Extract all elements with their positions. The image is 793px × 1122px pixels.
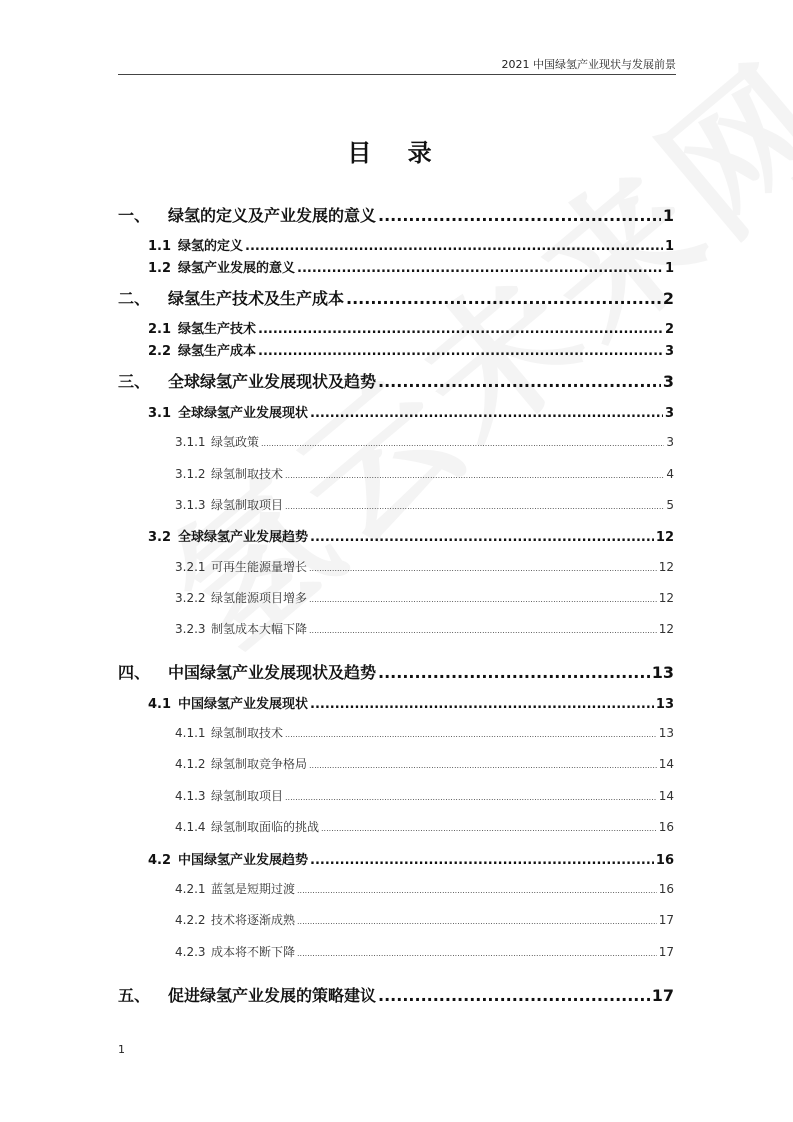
toc-entry-title: 绿氢生产技术及生产成本 — [168, 289, 345, 308]
toc-entry[interactable] — [118, 402, 674, 421]
toc-entry-number: 三、 — [118, 372, 151, 391]
toc-dot-leader — [378, 374, 661, 390]
toc-dot-leader — [378, 665, 650, 681]
toc-entry-title: 绿氢生产成本 — [178, 344, 257, 359]
toc-entry-title: 绿氢生产技术 — [178, 322, 257, 337]
toc-entry-title: 全球绿氢产业发展现状 — [178, 406, 309, 421]
toc-entry[interactable] — [118, 318, 674, 337]
toc-entry-number: 四、 — [118, 663, 151, 682]
toc-entry-number: 4.1.1 — [175, 726, 206, 740]
toc-entry-page: 13 — [655, 697, 674, 712]
toc-entry[interactable] — [118, 526, 674, 545]
toc-dot-leader — [310, 698, 654, 711]
toc-entry[interactable] — [118, 558, 674, 575]
toc-dot-leader — [285, 794, 657, 802]
toc-entry-title: 技术将逐渐成熟 — [211, 913, 296, 927]
toc-entry-page: 13 — [651, 663, 674, 682]
running-header: 2021 中国绿氢产业现状与发展前景 — [118, 56, 676, 75]
toc-entry[interactable] — [118, 257, 674, 276]
toc-dot-leader — [297, 887, 657, 895]
toc-entry-page: 1 — [662, 206, 674, 225]
toc-dot-leader — [321, 825, 657, 833]
toc-entry-page: 16 — [658, 882, 674, 896]
toc-entry-page: 14 — [658, 757, 674, 771]
toc-entry-number: 一、 — [118, 206, 151, 225]
toc-entry-page: 12 — [655, 530, 674, 545]
toc-dot-leader — [245, 240, 663, 253]
toc-entry-page: 1 — [664, 239, 674, 254]
toc-entry-title: 促进绿氢产业发展的策略建议 — [168, 986, 377, 1005]
toc-entry-title: 绿氢制取竞争格局 — [211, 757, 308, 771]
toc-entry-page: 12 — [658, 622, 674, 636]
toc-entry-number: 4.2.2 — [175, 913, 206, 927]
toc-entry[interactable] — [118, 911, 674, 928]
toc-dot-leader — [310, 531, 654, 544]
toc-entry-page: 17 — [651, 986, 674, 1005]
toc-entry[interactable] — [118, 818, 674, 835]
toc-entry[interactable] — [118, 589, 674, 606]
toc-entry-page: 12 — [658, 591, 674, 605]
toc-entry-number: 3.2.1 — [175, 560, 206, 574]
toc-entry-number: 4.2 — [148, 853, 172, 868]
toc-entry-page: 1 — [664, 261, 674, 276]
toc-entry-title: 绿氢能源项目增多 — [211, 591, 308, 605]
toc-entry-number: 3.1.1 — [175, 435, 206, 449]
toc-entry-title: 中国绿氢产业发展现状 — [178, 697, 309, 712]
toc-entry-number: 1.2 — [148, 261, 172, 276]
toc-entry[interactable] — [118, 660, 674, 683]
toc-dot-leader — [297, 950, 657, 958]
toc-entry-title: 全球绿氢产业发展趋势 — [178, 530, 309, 545]
toc-entry[interactable] — [118, 755, 674, 772]
page-number: 1 — [118, 1043, 125, 1056]
toc-entry[interactable] — [118, 235, 674, 254]
toc-entry-title: 绿氢制取项目 — [211, 789, 284, 803]
toc-entry-title: 绿氢的定义及产业发展的意义 — [168, 206, 377, 225]
toc-entry-number: 2.2 — [148, 344, 172, 359]
toc-entry-number: 3.2 — [148, 530, 172, 545]
toc-entry[interactable] — [118, 943, 674, 960]
toc-dot-leader — [258, 323, 663, 336]
toc-entry-page: 5 — [666, 498, 674, 512]
toc-entry[interactable] — [118, 693, 674, 712]
toc-entry-number: 2.1 — [148, 322, 172, 337]
toc-entry-title: 绿氢制取项目 — [211, 498, 284, 512]
toc-dot-leader — [258, 345, 663, 358]
toc-entry-title: 绿氢制取技术 — [211, 467, 284, 481]
toc-dot-leader — [261, 440, 664, 448]
toc-dot-leader — [310, 407, 663, 420]
toc-entry[interactable] — [118, 849, 674, 868]
toc-entry-page: 16 — [655, 853, 674, 868]
toc-entry-title: 全球绿氢产业发展现状及趋势 — [168, 372, 377, 391]
toc-entry-number: 3.1.3 — [175, 498, 206, 512]
toc-dot-leader — [285, 731, 657, 739]
toc-dot-leader — [309, 627, 657, 635]
toc-entry-page: 3 — [666, 435, 674, 449]
toc-dot-leader — [309, 762, 657, 770]
toc-entry[interactable] — [118, 286, 674, 309]
toc-entry-number: 4.1.3 — [175, 789, 206, 803]
toc-entry-page: 17 — [658, 913, 674, 927]
toc-entry-title: 中国绿氢产业发展趋势 — [178, 853, 309, 868]
toc-entry-number: 3.1 — [148, 406, 172, 421]
toc-entry-number: 4.1 — [148, 697, 172, 712]
toc-entry[interactable] — [118, 340, 674, 359]
toc-dot-leader — [309, 565, 657, 573]
toc-entry[interactable] — [118, 983, 674, 1006]
toc-entry-page: 14 — [658, 789, 674, 803]
toc-entry[interactable] — [118, 787, 674, 804]
toc-entry-title: 成本将不断下降 — [211, 945, 296, 959]
toc-dot-leader — [297, 262, 663, 275]
toc-entry-page: 2 — [662, 289, 674, 308]
toc-entry-number: 3.1.2 — [175, 467, 206, 481]
toc-entry-title: 绿氢的定义 — [178, 239, 244, 254]
toc-entry-title: 蓝氢是短期过渡 — [211, 882, 296, 896]
toc-entry-number: 4.1.4 — [175, 820, 206, 834]
toc-entry-page: 2 — [664, 322, 674, 337]
toc-entry[interactable] — [118, 369, 674, 392]
toc-entry-number: 1.1 — [148, 239, 172, 254]
toc-entry-title: 绿氢制取面临的挑战 — [211, 820, 320, 834]
toc-entry[interactable] — [118, 203, 674, 226]
toc-entry[interactable] — [118, 880, 674, 897]
toc-entry-number: 4.2.1 — [175, 882, 206, 896]
toc-entry[interactable] — [118, 724, 674, 741]
toc-entry-page: 3 — [662, 372, 674, 391]
toc-dot-leader — [285, 472, 664, 480]
toc-dot-leader — [310, 854, 654, 867]
toc-entry-page: 4 — [666, 467, 674, 481]
toc-entry[interactable] — [118, 496, 674, 513]
toc-entry-title: 绿氢产业发展的意义 — [178, 261, 296, 276]
toc-dot-leader — [346, 291, 661, 307]
toc-entry-number: 五、 — [118, 986, 151, 1005]
toc-entry-number: 4.1.2 — [175, 757, 206, 771]
toc-entry-number: 3.2.2 — [175, 591, 206, 605]
toc-entry-title: 绿氢政策 — [211, 435, 260, 449]
toc-dot-leader — [285, 503, 664, 511]
toc-entry-number: 3.2.3 — [175, 622, 206, 636]
toc-entry-number: 二、 — [118, 289, 151, 308]
toc-entry-title: 制氢成本大幅下降 — [211, 622, 308, 636]
toc-entry[interactable] — [118, 620, 674, 637]
toc-entry[interactable] — [118, 465, 674, 482]
toc-title: 目 录 — [347, 139, 446, 167]
toc-entry-title: 绿氢制取技术 — [211, 726, 284, 740]
toc-entry-page: 3 — [664, 406, 674, 421]
toc-entry-page: 12 — [658, 560, 674, 574]
toc-dot-leader — [309, 596, 657, 604]
toc-dot-leader — [378, 208, 661, 224]
toc-dot-leader — [378, 988, 650, 1004]
toc-dot-leader — [297, 918, 657, 926]
toc-entry-page: 17 — [658, 945, 674, 959]
toc-entry-page: 3 — [664, 344, 674, 359]
toc-entry-page: 16 — [658, 820, 674, 834]
toc-entry-number: 4.2.3 — [175, 945, 206, 959]
toc-entry-title: 中国绿氢产业发展现状及趋势 — [168, 663, 377, 682]
toc-entry-page: 13 — [658, 726, 674, 740]
toc-entry-title: 可再生能源量增长 — [211, 560, 308, 574]
toc-entry[interactable] — [118, 433, 674, 450]
